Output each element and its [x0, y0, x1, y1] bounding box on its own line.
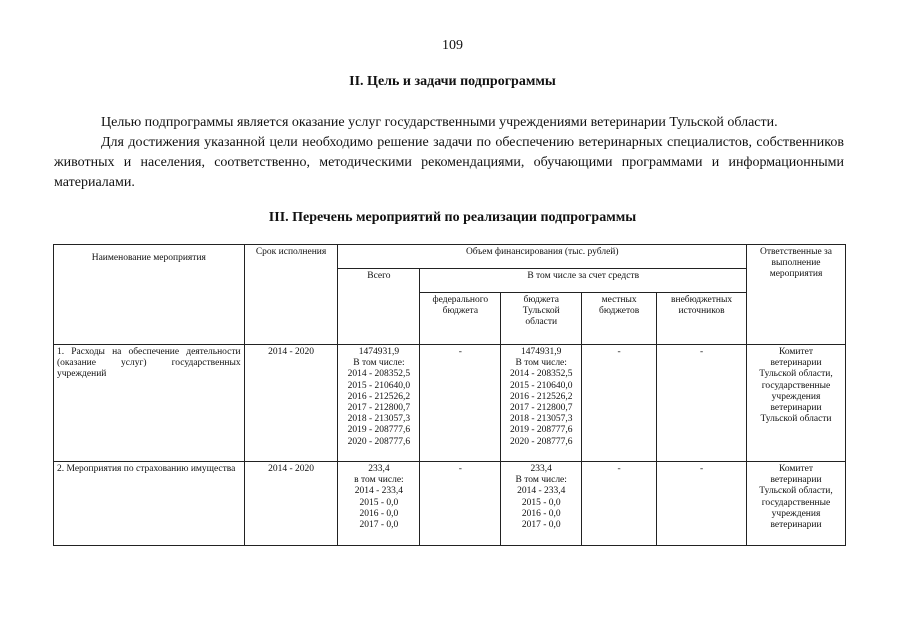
- header-total: Всего: [338, 269, 420, 345]
- header-federal: федерального бюджета: [420, 293, 501, 345]
- activities-table: [53, 244, 846, 546]
- row-name: 1. Расходы на обеспечение деятельности (оказание услуг) государственных учреждений: [54, 345, 245, 462]
- header-term: Срок исполнения: [244, 245, 338, 345]
- row-total: 233,4 в том числе: 2014 - 233,4 2015 - 0,0 2016 - 0,0 2017 - 0,0: [338, 462, 420, 546]
- row-local: -: [582, 345, 657, 462]
- section-3-heading: III. Перечень мероприятий по реализации подпрограммы: [268, 210, 637, 225]
- row-name: 2. Мероприятия по страхованию имущества: [54, 462, 245, 546]
- row-term: 2014 - 2020: [244, 462, 338, 546]
- row-federal: -: [420, 345, 501, 462]
- page-number: 109: [442, 38, 463, 53]
- row-responsible: Комитет ветеринарии Тульской области, государственные учреждения ветеринарии: [747, 462, 846, 546]
- row-regional: 233,4 В том числе: 2014 - 233,4 2015 - 0,0 2016 - 0,0 2017 - 0,0: [501, 462, 582, 546]
- header-including: В том числе за счет средств: [420, 269, 747, 293]
- row-term: 2014 - 2020: [244, 345, 338, 462]
- header-local: местных бюджетов: [582, 293, 657, 345]
- row-regional: 1474931,9 В том числе: 2014 - 208352,5 2015 - 210640,0 2016 - 212526,2 2017 - 212800,7 2018 - 213057,3 2019 - 208777,6 2020 - 208777,6: [501, 345, 582, 462]
- header-offbudget: внебюджетных источников: [657, 293, 747, 345]
- row-federal: -: [420, 462, 501, 546]
- table-row: [54, 345, 846, 462]
- header-name: Наименование мероприятия: [54, 245, 245, 345]
- goal-paragraph: Целью подпрограммы является оказание услуг государственными учреждениями ветеринарии Тульской области.: [101, 115, 778, 130]
- header-regional: бюджета Тульской области: [501, 293, 582, 345]
- row-total: 1474931,9 В том числе: 2014 - 208352,5 2015 - 210640,0 2016 - 212526,2 2017 - 212800,7 2018 - 213057,3 2019 - 208777,6 2020 - 208777,6: [338, 345, 420, 462]
- header-funding: Объем финансирования (тыс. рублей): [338, 245, 747, 269]
- row-responsible: Комитет ветеринарии Тульской области, государственные учреждения ветеринарии Тульской области: [747, 345, 846, 462]
- row-offbudget: -: [657, 462, 747, 546]
- table-row: [54, 462, 846, 546]
- section-2-heading: II. Цель и задачи подпрограммы: [349, 74, 556, 89]
- header-responsible: Ответственные за выполнение мероприятия: [747, 245, 846, 345]
- row-local: -: [582, 462, 657, 546]
- row-offbudget: -: [657, 345, 747, 462]
- task-paragraph: Для достижения указанной цели необходимо решение задачи по обеспечению ветеринарных специалистов, собственников животных и населения, соответственно, методическими рекомендациями, обучающими программами и информационными материалами.: [54, 135, 844, 190]
